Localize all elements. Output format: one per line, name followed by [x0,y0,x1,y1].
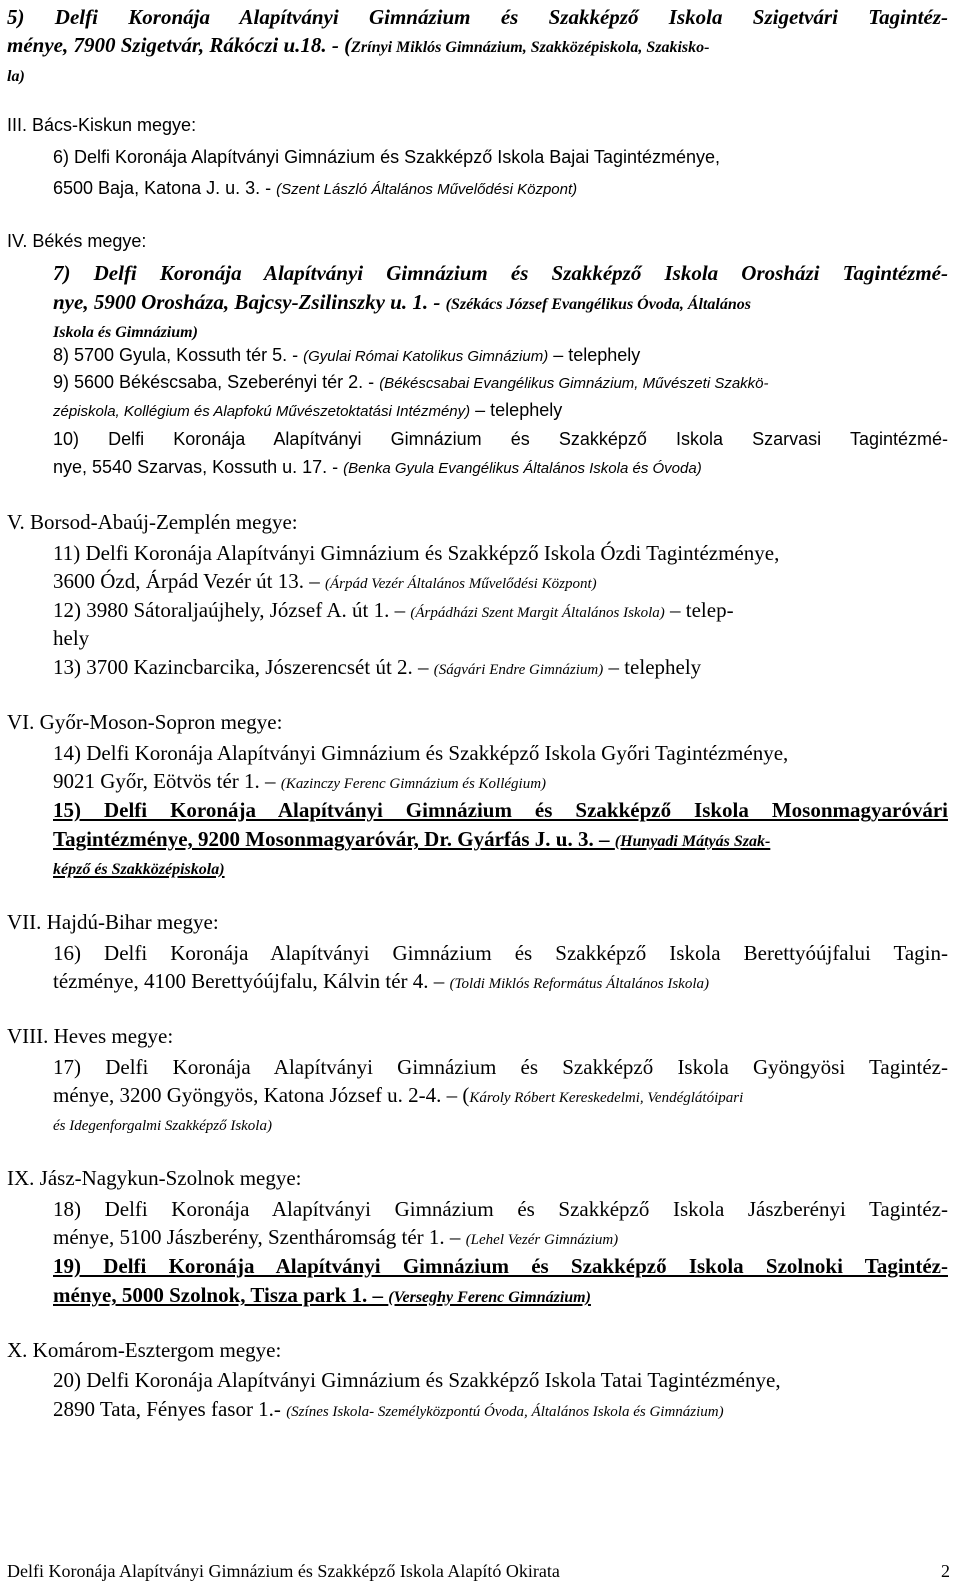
line-text: VIII. Heves megye: [7,1024,174,1048]
text-line [7,1024,173,1048]
former-name-note: (Kazinczy Ferenc Gimnázium és Kollégium) [280,776,547,792]
former-name-note: (Lehel Vezér Gimnázium) [465,1232,619,1248]
text-line [53,827,770,854]
line-text: 12) 3980 Sátoraljaújhely, József A. út 1. – [53,598,411,622]
former-name-note: (Verseghy Ferenc Gimnázium) [388,1289,591,1306]
line-text: 3600 Ózd, Árpád Vezér út 13. – [53,569,325,593]
former-name-note: Zrínyi Miklós Gimnázium, Szakközépiskola, Szakisko- [351,39,710,56]
text-line [53,1083,743,1110]
former-name-note: (Békéscsabai Evangélikus Gimnázium, Művészeti Szakkö- [379,375,769,392]
line-text: 8) 5700 Gyula, Kossuth tér 5. - [53,345,304,365]
line-text: 6) Delfi Koronája Alapítványi Gimnázium és Szakképző Iskola Bajai Tagintézménye, [53,147,721,167]
text-line [53,798,948,822]
text-line [53,969,709,996]
text-line [53,1283,591,1310]
text-line [53,261,948,285]
former-name-note: (Gyulai Római Katolikus Gimnázium) [303,348,549,365]
line-text: nye, 5540 Szarvas, Kossuth u. 17. - [53,457,344,477]
text-line [53,1368,781,1392]
text-line [53,541,779,565]
line-text: VI. Győr-Moson-Sopron megye: [7,710,283,734]
text-line [53,455,702,481]
line-text: nye, 5900 Orosháza, Bajcsy-Zsilinszky u. 1. - [53,290,446,314]
text-line [7,910,219,934]
line-text: ménye, 3200 Gyöngyös, Katona József u. 2-4. – ( [53,1083,470,1107]
text-line [7,1338,281,1362]
line-text: 13) 3700 Kazincbarcika, Jószerencsét út 2. – [53,655,434,679]
line-text: IX. Jász-Nagykun-Szolnok megye: [7,1166,302,1190]
former-name-note: la) [7,68,25,85]
text-line [53,290,751,317]
text-line [7,5,948,29]
line-text: – telephely [548,345,641,365]
line-text: 16) Delfi Koronája Alapítványi Gimnázium és Szakképző Iskola Berettyóújfalui Tagin- [53,941,948,965]
line-text: 14) Delfi Koronája Alapítványi Gimnázium és Szakképző Iskola Győri Tagintézménye, [53,741,789,765]
former-name-note: (Szent László Általános Művelődési Központ) [276,181,578,198]
line-text: Tagintézménye, 9200 Mosonmagyaróvár, Dr. Gyárfás J. u. 3. – [53,827,615,851]
line-text: 9021 Győr, Eötvös tér 1. – [53,769,281,793]
former-name-note: (Ságvári Endre Gimnázium) [433,662,604,678]
line-text: 5) Delfi Koronája Alapítványi Gimnázium és Szakképző Iskola Szigetvári Tagintéz- [7,5,948,29]
text-line [53,741,788,765]
text-line [53,855,225,882]
text-line [7,62,25,89]
line-text: – telep- [664,598,734,622]
line-text: ménye, 5100 Jászberény, Szentháromság tér 1. – [53,1225,466,1249]
text-line [7,229,146,253]
former-name-note: zépiskola, Kollégium és Alapfokú Művészetoktatási Intézmény) [53,403,471,420]
text-line [53,318,198,345]
text-line [53,370,769,396]
text-line [53,626,89,650]
line-text: 9) 5600 Békéscsaba, Szeberényi tér 2. - [53,372,380,392]
former-name-note: (Hunyadi Mátyás Szak- [614,833,771,850]
text-line [53,427,948,451]
text-line [7,113,196,137]
line-text: IV. Békés megye: [7,231,147,251]
page-number: 2 [941,1561,950,1581]
former-name-note: Károly Róbert Kereskedelmi, Vendéglátóipari [469,1090,744,1106]
line-text: 15) Delfi Koronája Alapítványi Gimnázium és Szakképző Iskola Mosonmagyaróvári [53,798,948,822]
page-footer: Delfi Koronája Alapítványi Gimnázium és Szakképző Iskola Alapító Okirata [7,1561,560,1581]
text-line [53,1055,948,1079]
former-name-note: Iskola és Gimnázium) [53,324,198,341]
former-name-note: (Székács József Evangélikus Óvoda, Általános [445,296,751,313]
former-name-note: (Árpád Vezér Általános Művelődési Központ) [324,576,597,592]
former-name-note: (Toldi Miklós Református Általános Iskola) [449,976,710,992]
former-name-note: és Idegenforgalmi Szakképző Iskola) [53,1118,272,1134]
text-line [53,941,948,965]
text-line [7,33,709,60]
line-text: V. Borsod-Abaúj-Zemplén megye: [7,510,298,534]
text-line [53,1111,272,1138]
former-name-note: (Benka Gyula Evangélikus Általános Iskola és Óvoda) [343,460,702,477]
text-line [53,176,577,202]
line-text: 10) Delfi Koronája Alapítványi Gimnázium és Szakképző Iskola Szarvasi Tagintézmé- [53,429,948,449]
line-text: VII. Hajdú-Bihar megye: [7,910,219,934]
line-text: ménye, 5000 Szolnok, Tisza park 1. – [53,1283,389,1307]
line-text: – telephely [470,400,563,420]
line-text: III. Bács-Kiskun megye: [7,115,197,135]
line-text: 19) Delfi Koronája Alapítványi Gimnázium és Szakképző Iskola Szolnoki Tagintéz- [53,1254,948,1278]
line-text: 6500 Baja, Katona J. u. 3. - [53,178,277,198]
text-line [53,655,701,682]
text-line [7,710,282,734]
text-line [53,1197,948,1221]
text-line [53,398,562,424]
text-line [53,145,720,169]
line-text: 11) Delfi Koronája Alapítványi Gimnázium és Szakképző Iskola Ózdi Tagintézménye, [53,541,780,565]
text-line [53,1225,618,1252]
text-line [53,1397,724,1424]
text-line [7,510,298,534]
line-text: 17) Delfi Koronája Alapítványi Gimnázium és Szakképző Iskola Gyöngyösi Tagintéz- [53,1055,948,1079]
line-text: 20) Delfi Koronája Alapítványi Gimnázium és Szakképző Iskola Tatai Tagintézménye, [53,1368,781,1392]
text-line [53,343,640,369]
former-name-note: képző és Szakközépiskola) [53,861,225,878]
former-name-note: (Színes Iskola- Személyközpontú Óvoda, Általános Iskola és Gimnázium) [286,1404,724,1420]
text-line [53,1254,948,1278]
line-text: 18) Delfi Koronája Alapítványi Gimnázium és Szakképző Iskola Jászberényi Tagintéz- [53,1197,948,1221]
line-text: hely [53,626,90,650]
text-line [53,569,597,596]
former-name-note: (Árpádházi Szent Margit Általános Iskola) [410,605,665,621]
text-line [53,769,546,796]
line-text: – telephely [603,655,702,679]
line-text: tézménye, 4100 Berettyóújfalu, Kálvin tér 4. – [53,969,450,993]
line-text: ménye, 7900 Szigetvár, Rákóczi u.18. - ( [7,33,352,57]
line-text: X. Komárom-Esztergom megye: [7,1338,282,1362]
line-text: 2890 Tata, Fényes fasor 1.- [53,1397,287,1421]
text-line [53,598,734,625]
text-line [7,1166,302,1190]
line-text: 7) Delfi Koronája Alapítványi Gimnázium és Szakképző Iskola Orosházi Tagintézmé- [53,261,948,285]
